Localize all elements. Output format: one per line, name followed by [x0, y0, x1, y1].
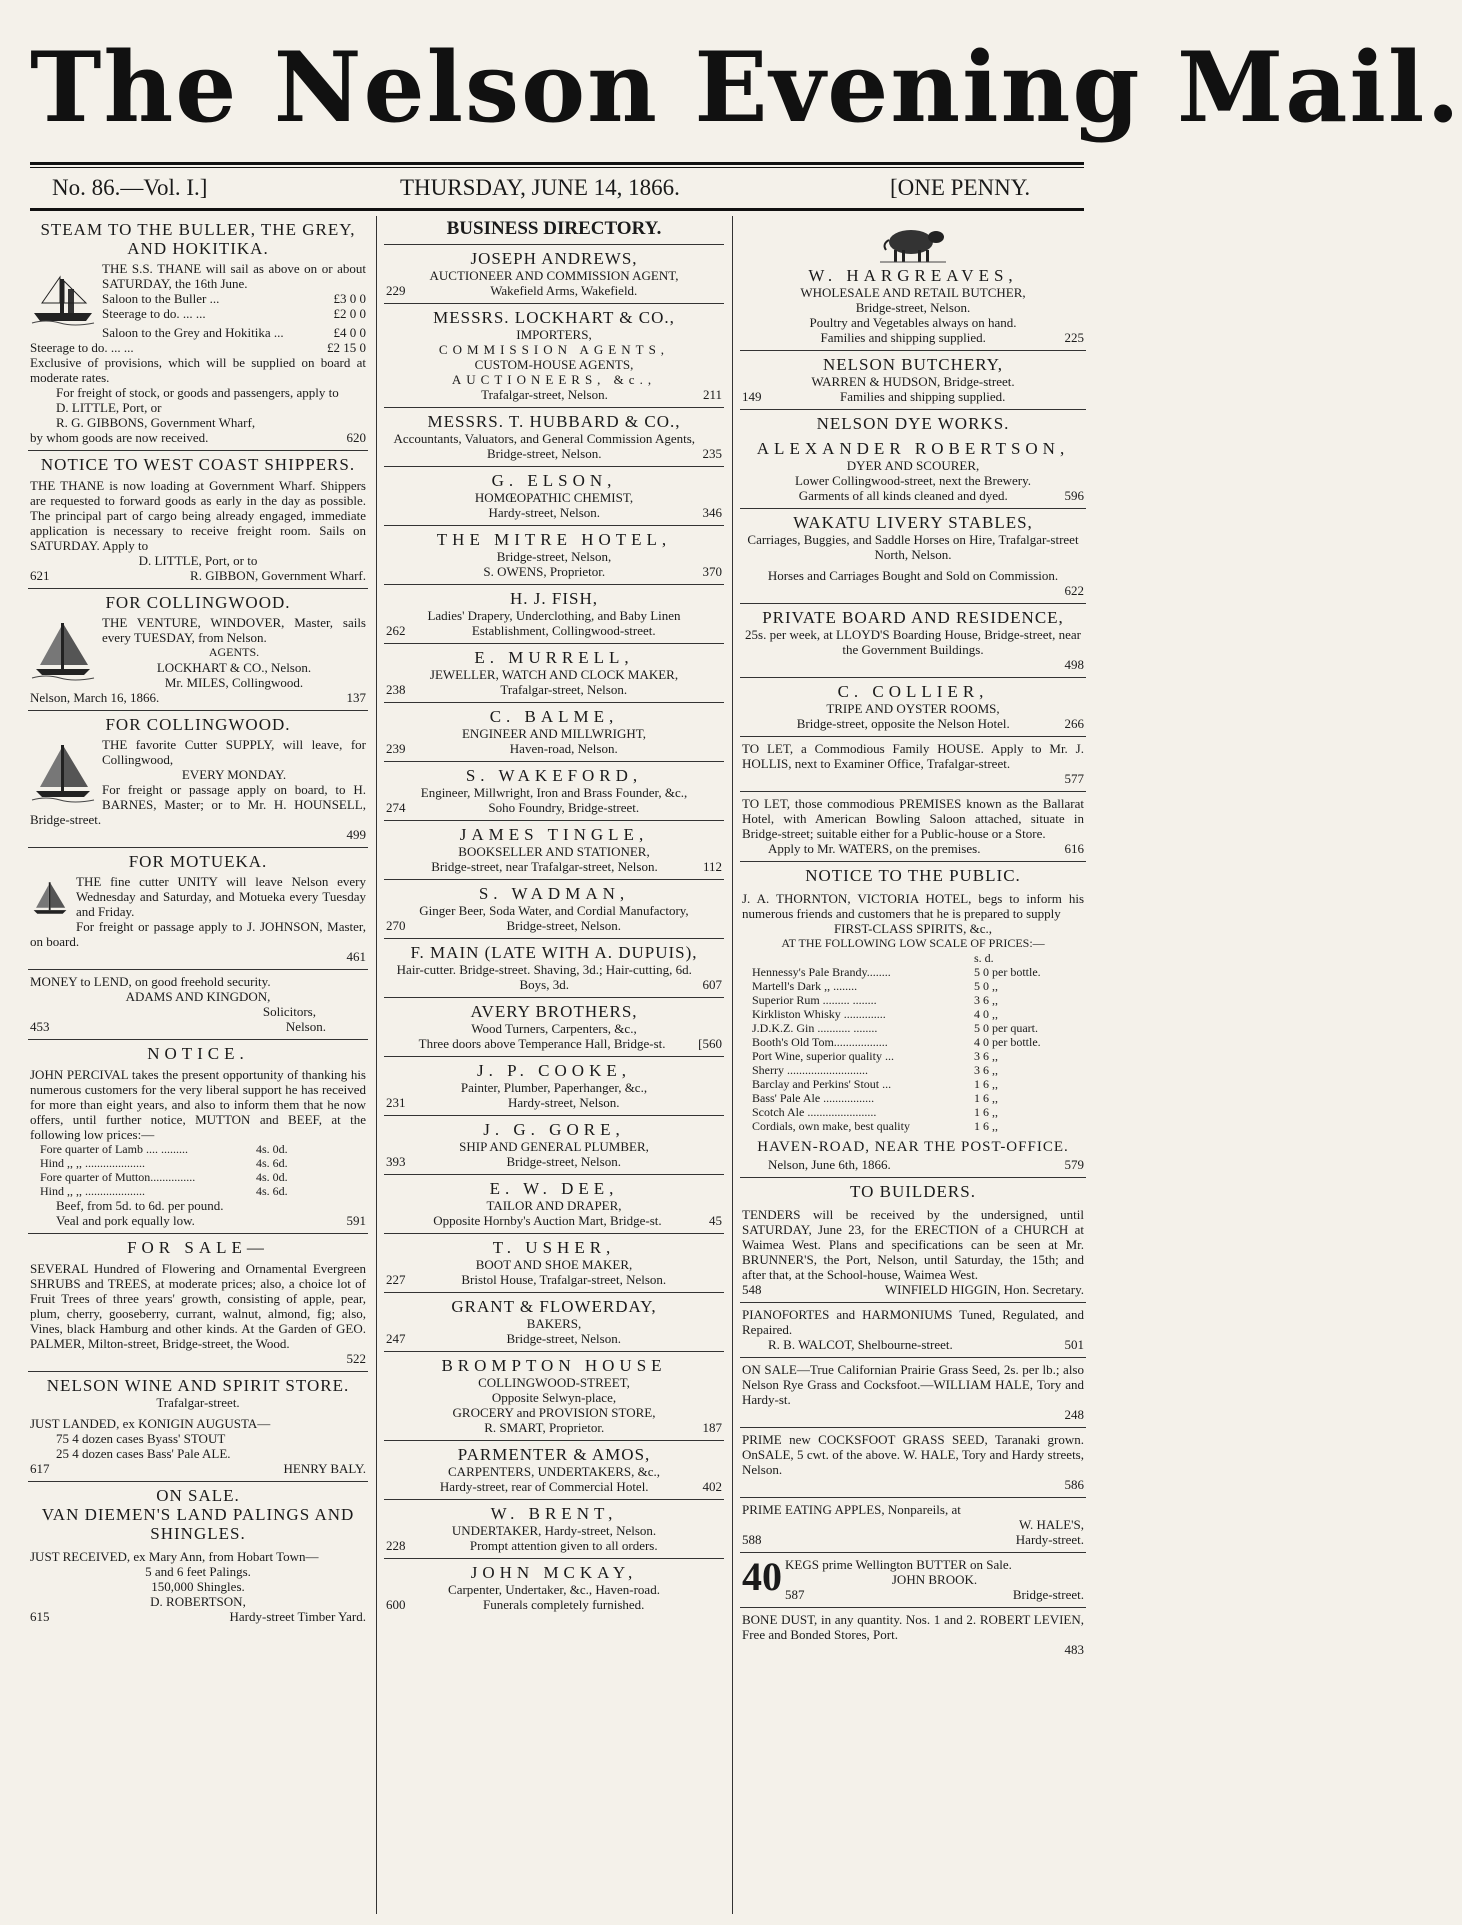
business-name: BROMPTON HOUSE	[441, 1356, 667, 1375]
ad-footer: 588 Hardy-street.	[742, 1532, 1084, 1547]
ad-signature: D. ROBERTSON,	[150, 1594, 246, 1609]
ad-footer: 617 HENRY BALY.	[30, 1461, 366, 1476]
business-name: H. J. FISH,	[510, 589, 598, 608]
ad-body: JUST LANDED, ex KONIGIN AUGUSTA—	[30, 1416, 271, 1431]
business-line: AUCTIONEER AND COMMISSION AGENT,	[429, 268, 679, 283]
ad-signature: JOHN BROOK.	[891, 1572, 978, 1587]
ad-text: 75 4 dozen cases Byass' STOUT	[56, 1431, 226, 1446]
ad-nelson-dye-works	[740, 410, 1086, 509]
business-name: W. HARGREAVES,	[808, 266, 1018, 285]
fare-row: Saloon to the Buller ... £3 0 0	[102, 291, 366, 306]
ad-to-let-premises	[740, 792, 1086, 862]
ad-body: THE fine cutter UNITY will leave Nelson every Wednesday and Saturday, and Motueka every Tuesday and Friday.	[76, 874, 366, 919]
ad-text: Exclusive of provisions, which will be supplied on board at moderate rates.	[30, 355, 366, 385]
directory-item	[384, 408, 724, 467]
business-line: BOOKSELLER AND STATIONER,	[458, 844, 650, 859]
ad-butter-kegs	[740, 1553, 1086, 1608]
section-heading: BUSINESS DIRECTORY.	[446, 218, 662, 239]
dateline	[30, 171, 1084, 205]
price-row: Kirkliston Whisky .............. 4 0 ,,	[752, 1007, 998, 1021]
business-footer: 229 Wakefield Arms, Wakefield.	[386, 283, 638, 298]
directory-item	[384, 821, 724, 880]
ad-text: 150,000 Shingles.	[151, 1579, 245, 1594]
sailboat-icon	[30, 739, 96, 803]
ad-heading: NELSON DYE WORKS.	[816, 414, 1010, 433]
business-footer: Hardy-street, rear of Commercial Hotel. 402	[439, 1479, 722, 1494]
price-row: Sherry ........................... 3 6 ,,	[752, 1063, 998, 1077]
business-footer: 239 Haven-road, Nelson.	[386, 741, 618, 756]
ad-heading: FOR SALE—	[127, 1238, 269, 1257]
ad-wakatu-livery	[740, 509, 1086, 604]
issue-date: THURSDAY, JUNE 14, 1866.	[400, 175, 680, 200]
ad-palings-shingles	[28, 1482, 368, 1629]
business-footer: 247 Bridge-street, Nelson.	[386, 1331, 621, 1346]
ad-signature: D. LITTLE, Port, or to	[138, 553, 258, 568]
ad-signature: D. LITTLE, Port, or	[56, 400, 162, 415]
business-footer: Garments of all kinds cleaned and dyed. 596	[798, 488, 1084, 503]
ad-body: THE S.S. THANE will sail as above on or about SATURDAY, the 16th June.	[102, 261, 366, 291]
ad-text: Beef, from 5d. to 6d. per pound.	[56, 1198, 224, 1213]
column-divider-1	[376, 216, 377, 1914]
ad-number: 498	[1064, 657, 1084, 672]
ad-notice-to-public	[740, 862, 1086, 1178]
directory-item	[384, 1234, 724, 1293]
ad-nelson-butchery	[740, 351, 1086, 410]
directory-item	[384, 1559, 724, 1617]
directory-item	[384, 644, 724, 703]
business-line: WHOLESALE AND RETAIL BUTCHER,	[800, 285, 1026, 300]
ad-number: 586	[1064, 1477, 1084, 1492]
ad-text: For freight or passage apply on board, to H. BARNES, Master; or to Mr. H. HOUNSELL, Bridge-street.	[30, 782, 366, 827]
issue-number: No. 86.—Vol. I.]	[52, 175, 208, 200]
directory-item	[384, 526, 724, 585]
business-footer: 274 Soho Foundry, Bridge-street.	[386, 800, 640, 815]
business-footer: Hair-cutter. Bridge-street. Shaving, 3d.; Hair-cutting, 6d. Boys, 3d. 607	[396, 962, 722, 992]
ad-text: EVERY MONDAY.	[181, 767, 287, 782]
ad-number: 499	[346, 827, 366, 842]
business-footer: Three doors above Temperance Hall, Bridge-st. [560	[418, 1036, 722, 1051]
ad-heading: TO BUILDERS.	[850, 1182, 976, 1201]
directory-item	[384, 304, 724, 408]
business-line: Carriages, Buggies, and Saddle Horses on Hire, Trafalgar-street North, Nelson.	[747, 532, 1079, 562]
business-line: DYER AND SCOURER,	[846, 458, 980, 473]
business-name: G. ELSON,	[491, 471, 617, 490]
business-line: TRIPE AND OYSTER ROOMS,	[826, 701, 1000, 716]
business-footer: 228 Prompt attention given to all orders.	[386, 1538, 658, 1553]
ad-footer: Veal and pork equally low. 591	[56, 1213, 366, 1228]
business-line: BOOT AND SHOE MAKER,	[475, 1257, 633, 1272]
business-name: F. MAIN (LATE WITH A. DUPUIS),	[410, 943, 698, 962]
directory-item	[384, 1175, 724, 1234]
business-name: MESSRS. LOCKHART & CO.,	[433, 308, 675, 327]
business-name: GRANT & FLOWERDAY,	[451, 1297, 657, 1316]
directory-item	[384, 467, 724, 526]
ad-text: FIRST-CLASS SPIRITS, &c.,	[833, 921, 993, 936]
ad-body: PRIME EATING APPLES, Nonpareils, at	[742, 1502, 961, 1517]
ad-heading: NOTICE TO THE PUBLIC.	[805, 866, 1021, 885]
sailboat-icon	[30, 617, 96, 681]
ad-signature: R. G. GIBBONS, Government Wharf,	[56, 415, 256, 430]
business-line: Horses and Carriages Bought and Sold on Commission.	[767, 568, 1059, 583]
price-row: Fore quarter of Mutton............... 4s. 0d.	[40, 1170, 288, 1184]
column-3	[740, 216, 1086, 1914]
business-line: IMPORTERS,	[516, 327, 592, 342]
ad-text: LOCKHART & CO., Nelson.	[156, 660, 312, 675]
column-1	[28, 216, 368, 1914]
price-row: Scotch Ale ....................... 1 6 ,,	[752, 1105, 998, 1119]
dateline-rule	[30, 208, 1084, 211]
business-name: MESSRS. T. HUBBARD & CO.,	[427, 412, 681, 431]
ad-footer: 548 WINFIELD HIGGIN, Hon. Secretary.	[742, 1282, 1084, 1297]
business-name: AVERY BROTHERS,	[470, 1002, 638, 1021]
ad-text: 25 4 dozen cases Bass' Pale ALE.	[56, 1446, 231, 1461]
ad-body: MONEY to LEND, on good freehold security.	[30, 974, 271, 989]
ad-heading: FOR COLLINGWOOD.	[105, 715, 291, 734]
business-name: E. MURRELL,	[474, 648, 634, 667]
ad-footer: by whom goods are now received. 620	[30, 430, 366, 445]
ad-percival-notice	[28, 1040, 368, 1234]
business-footer: 231 Hardy-street, Nelson.	[386, 1095, 620, 1110]
ad-heading: FOR COLLINGWOOD.	[105, 593, 291, 612]
business-line: TAILOR AND DRAPER,	[486, 1198, 622, 1213]
business-line: Painter, Plumber, Paperhanger, &c.,	[460, 1080, 648, 1095]
ad-signature: ADAMS AND KINGDON,	[125, 989, 271, 1004]
masthead-rule-thin	[30, 167, 1084, 168]
business-line: Bridge-street, Nelson.	[855, 300, 971, 315]
fare-row: Steerage to do. ... ... £2 15 0	[30, 340, 366, 355]
business-line: 25s. per week, at LLOYD'S Boarding House, Bridge-street, near the Government Buildings.	[745, 627, 1081, 657]
directory-item	[384, 703, 724, 762]
ad-motueka	[28, 848, 368, 970]
ad-bone-dust	[740, 1608, 1086, 1662]
business-line: WARREN & HUDSON, Bridge-street.	[811, 374, 1015, 389]
ad-body: BONE DUST, in any quantity. Nos. 1 and 2. ROBERT LEVIEN, Free and Bonded Stores, Port.	[742, 1612, 1084, 1642]
ad-body: ON SALE—True Californian Prairie Grass Seed, 2s. per lb.; also Nelson Rye Grass and Cocksfoot.—WILLIAM HALE, Tory and Hardy-st.	[742, 1362, 1084, 1407]
ad-number: 622	[1064, 583, 1084, 598]
business-footer: S. OWENS, Proprietor. 370	[483, 564, 722, 579]
directory-heading	[384, 216, 724, 245]
business-line: Opposite Selwyn-place,	[491, 1390, 617, 1405]
business-line: Engineer, Millwright, Iron and Brass Founder, &c.,	[420, 785, 688, 800]
business-line: Poultry and Vegetables always on hand.	[809, 315, 1017, 330]
business-footer: Bridge-street, near Trafalgar-street, Nelson. 112	[431, 859, 722, 874]
price-row: Bass' Pale Ale ................. 1 6 ,,	[752, 1091, 998, 1105]
ad-footer: R. B. WALCOT, Shelbourne-street. 501	[768, 1337, 1084, 1352]
ad-to-let-house	[740, 737, 1086, 792]
ad-heading: FOR MOTUEKA.	[128, 852, 268, 871]
ad-body: THE favorite Cutter SUPPLY, will leave, for Collingwood,	[102, 737, 366, 767]
ad-body: TENDERS will be received by the undersigned, until SATURDAY, June 23, for the ERECTION of a CHURCH at Waimea West. Plans and specifications can be seen at Mr. BRUNNER'S, the Port, Nelson, until Saturday, the 15th; and after that, at the School-house, Waimea West.	[742, 1207, 1084, 1282]
ad-wine-spirit-store	[28, 1372, 368, 1482]
business-name: THE MITRE HOTEL,	[436, 530, 672, 549]
fare-row: Steerage to do. ... ... £2 0 0	[102, 306, 366, 321]
ad-text: AT THE FOLLOWING LOW SCALE OF PRICES:—	[781, 936, 1045, 950]
business-line: Wood Turners, Carpenters, &c.,	[471, 1021, 637, 1036]
business-name: S. WADMAN,	[478, 884, 630, 903]
ad-text: 5 and 6 feet Palings.	[145, 1564, 251, 1579]
ad-body: J. A. THORNTON, VICTORIA HOTEL, begs to inform his numerous friends and customers that he is prepared to supply	[742, 891, 1084, 921]
business-name: NELSON BUTCHERY,	[822, 355, 1004, 374]
business-name: ALEXANDER ROBERTSON,	[756, 439, 1070, 458]
ad-text: Trafalgar-street.	[156, 1395, 240, 1410]
business-footer: 262 Establishment, Collingwood-street.	[386, 623, 656, 638]
business-footer: 238 Trafalgar-street, Nelson.	[386, 682, 628, 697]
ad-collier-tripe	[740, 678, 1086, 737]
ad-heading: WAKATU LIVERY STABLES,	[793, 513, 1033, 532]
ad-text: For freight or passage apply to J. JOHNSON, Master, on board.	[30, 919, 366, 949]
business-footer: Opposite Hornby's Auction Mart, Bridge-st. 45	[433, 1213, 722, 1228]
business-line: Carpenter, Undertaker, &c., Haven-road.	[448, 1582, 660, 1597]
business-line: Ginger Beer, Soda Water, and Cordial Manufactory,	[419, 903, 689, 918]
ad-heading: PRIVATE BOARD AND RESIDENCE,	[762, 608, 1064, 627]
ad-number: 577	[1064, 771, 1084, 786]
price-row: Fore quarter of Lamb .... ......... 4s. 0d.	[40, 1142, 288, 1156]
business-line: JEWELLER, WATCH AND CLOCK MAKER,	[429, 667, 679, 682]
ad-signature: Solicitors,	[262, 1004, 316, 1019]
ad-body: JUST RECEIVED, ex Mary Ann, from Hobart Town—	[30, 1549, 319, 1564]
directory-item	[384, 1500, 724, 1559]
business-name: J. G. GORE,	[483, 1120, 625, 1139]
business-name: T. USHER,	[492, 1238, 616, 1257]
business-footer: 393 Bridge-street, Nelson.	[386, 1154, 621, 1169]
ad-footer: 621 R. GIBBON, Government Wharf.	[30, 568, 366, 583]
business-name: C. BALME,	[489, 707, 619, 726]
business-name: PARMENTER & AMOS,	[457, 1445, 651, 1464]
ad-supply-collingwood	[28, 711, 368, 848]
ad-footer: Nelson, March 16, 1866. 137	[30, 690, 366, 705]
directory-item	[384, 1441, 724, 1500]
business-name: JOHN MCKAY,	[470, 1563, 638, 1582]
business-footer: 600 Funerals completely furnished.	[386, 1597, 645, 1612]
issue-price: [ONE PENNY.	[890, 175, 1031, 200]
ad-text: For freight of stock, or goods and passengers, apply to	[56, 385, 339, 400]
business-line: CUSTOM-HOUSE AGENTS,	[474, 357, 634, 372]
business-line: COLLINGWOOD-STREET,	[478, 1375, 630, 1390]
ad-eating-apples	[740, 1498, 1086, 1553]
ad-heading: HAVEN-ROAD, NEAR THE POST-OFFICE.	[757, 1139, 1069, 1155]
ad-heading: STEAM TO THE BULLER, THE GREY, AND HOKITIKA.	[40, 220, 356, 258]
business-line: GROCERY and PROVISION STORE,	[452, 1405, 656, 1420]
directory-item	[384, 1116, 724, 1175]
ad-footer: Nelson, June 6th, 1866. 579	[768, 1157, 1084, 1172]
directory-item	[384, 880, 724, 939]
business-line: COMMISSION AGENTS,	[438, 342, 670, 357]
directory-item	[384, 1057, 724, 1116]
business-name: W. BRENT,	[490, 1504, 618, 1523]
business-line: HOMŒOPATHIC CHEMIST,	[474, 490, 634, 505]
directory-item	[384, 762, 724, 821]
business-footer: Bridge-street, opposite the Nelson Hotel. 266	[796, 716, 1084, 731]
price-row: Hind ,, ,, .................... 4s. 6d.	[40, 1156, 288, 1170]
ad-cocksfoot-seed	[740, 1428, 1086, 1498]
masthead-title: The Nelson Evening Mail.	[30, 31, 1462, 144]
price-row: Cordials, own make, best quality 1 6 ,,	[752, 1119, 998, 1133]
business-name: E. W. DEE,	[489, 1179, 619, 1198]
ad-hargreaves-butcher	[740, 216, 1086, 351]
business-footer: Families and shipping supplied. 225	[820, 330, 1084, 345]
business-footer: 227 Bristol House, Trafalgar-street, Nelson.	[386, 1272, 667, 1287]
ad-footer: Apply to Mr. WATERS, on the premises. 616	[768, 841, 1084, 856]
business-footer: Accountants, Valuators, and General Commission Agents, Bridge-street, Nelson. 235	[393, 431, 722, 461]
ad-number: 461	[346, 949, 366, 964]
ad-heading: NELSON WINE AND SPIRIT STORE.	[46, 1376, 350, 1395]
ad-heading: VAN DIEMEN'S LAND PALINGS AND SHINGLES.	[41, 1505, 355, 1543]
price-row: Martell's Dark ,, ........ 5 0 ,,	[752, 979, 998, 993]
price-row: Hind ,, ,, .................... 4s. 6d.	[40, 1184, 288, 1198]
business-line: Ladies' Drapery, Underclothing, and Baby Linen	[427, 608, 681, 623]
price-row: Hennessy's Pale Brandy........ 5 0 per bottle.	[752, 965, 1041, 979]
ad-text: AGENTS.	[208, 645, 260, 659]
ad-number: 248	[1064, 1407, 1084, 1422]
ad-west-coast-shippers	[28, 451, 368, 589]
business-name: S. WAKEFORD,	[465, 766, 643, 785]
ad-body: THE VENTURE, WINDOVER, Master, sails every TUESDAY, from Nelson.	[102, 615, 366, 645]
ad-pianofortes	[740, 1303, 1086, 1358]
ad-body: TO LET, those commodious PREMISES known as the Ballarat Hotel, with American Bowling Saloon attached, situate in Bridge-street; suitable either for a Public-house or a Store.	[742, 796, 1084, 841]
directory-item	[384, 1293, 724, 1352]
ad-number: 483	[1064, 1642, 1084, 1657]
ad-body: THE THANE is now loading at Government Wharf. Shippers are requested to forward goods as early in the day as possible. The principal part of cargo being already engaged, immediate application is necessary to receive freight room. Sails on SATURDAY. Apply to	[30, 478, 366, 553]
directory-item	[384, 939, 724, 998]
business-line: CARPENTERS, UNDERTAKERS, &c.,	[448, 1464, 660, 1479]
ad-heading: NOTICE.	[147, 1044, 249, 1063]
ad-steam-buller	[28, 216, 368, 451]
business-line: AUCTIONEERS, &c.,	[451, 372, 657, 387]
sailboat-icon	[30, 876, 70, 920]
price-row: Barclay and Perkins' Stout ... 1 6 ,,	[752, 1077, 998, 1091]
ad-heading: ON SALE.	[156, 1486, 240, 1505]
ad-money-to-lend	[28, 970, 368, 1040]
ad-footer: 453 Nelson.	[30, 1019, 326, 1034]
ad-private-board	[740, 604, 1086, 678]
price-header: s. d.	[974, 951, 994, 965]
business-footer: 149 Families and shipping supplied.	[742, 389, 1006, 404]
ad-number: 522	[346, 1351, 366, 1366]
business-footer: R. SMART, Proprietor. 187	[484, 1420, 722, 1435]
large-number: 40	[742, 1554, 782, 1599]
ad-body: SEVERAL Hundred of Flowering and Ornamental Evergreen SHRUBS and TREES, at moderate prices; also, a choice lot of Fruit Trees of three years' growth, consisting of apple, pear, plum, cherry, gooseberry, currant, walnut, almond, fig; also, Vines, black Hamburg and other kinds. At the Garden of GEO. PALMER, Milton-street, Bridge-street, the Wood.	[30, 1261, 366, 1351]
price-row: Superior Rum ......... ........ 3 6 ,,	[752, 993, 998, 1007]
sheep-icon	[878, 222, 948, 264]
column-2-business-directory	[384, 216, 724, 1914]
directory-item	[384, 585, 724, 644]
business-line: BAKERS,	[526, 1316, 582, 1331]
business-line: UNDERTAKER, Hardy-street, Nelson.	[451, 1523, 657, 1538]
price-row: Booth's Old Tom.................. 4 0 per bottle.	[752, 1035, 1041, 1049]
business-name: JAMES TINGLE,	[459, 825, 649, 844]
ad-signature: W. HALE'S,	[1018, 1517, 1084, 1532]
ad-body: PIANOFORTES and HARMONIUMS Tuned, Regulated, and Repaired.	[742, 1307, 1084, 1337]
business-name: JOSEPH ANDREWS,	[470, 249, 638, 268]
masthead-rule	[30, 162, 1084, 165]
directory-item	[384, 245, 724, 304]
directory-item	[384, 998, 724, 1057]
business-name: J. P. COOKE,	[477, 1061, 631, 1080]
ad-body: JOHN PERCIVAL takes the present opportunity of thanking his numerous customers for the very liberal support he has received for more than eight years, and also to inform them that he now offers, until further notice, MUTTON and BEEF, at the following low prices:—	[30, 1067, 366, 1142]
directory-item	[384, 1352, 724, 1441]
business-line: ENGINEER AND MILLWRIGHT,	[461, 726, 646, 741]
ad-text: Mr. MILES, Collingwood.	[164, 675, 304, 690]
business-line: Bridge-street, Nelson,	[496, 549, 612, 564]
business-line: SHIP AND GENERAL PLUMBER,	[459, 1139, 649, 1154]
ad-grass-seed	[740, 1358, 1086, 1428]
price-row: Port Wine, superior quality ... 3 6 ,,	[752, 1049, 998, 1063]
ad-to-builders	[740, 1178, 1086, 1303]
business-footer: 270 Bridge-street, Nelson.	[386, 918, 621, 933]
ad-body: PRIME new COCKSFOOT GRASS SEED, Taranaki grown. OnSALE, 5 cwt. of the above. W. HALE, Tory and Hardy streets, Nelson.	[742, 1432, 1084, 1477]
business-name: C. COLLIER,	[837, 682, 989, 701]
column-divider-2	[732, 216, 733, 1914]
ad-body: KEGS prime Wellington BUTTER on Sale.	[785, 1557, 1012, 1572]
fare-row: Saloon to the Grey and Hokitika ... £4 0 0	[102, 325, 366, 340]
ad-for-sale-shrubs	[28, 1234, 368, 1372]
ad-footer: 587 Bridge-street.	[785, 1587, 1084, 1602]
business-footer: Hardy-street, Nelson. 346	[488, 505, 722, 520]
ad-footer: 615 Hardy-street Timber Yard.	[30, 1609, 366, 1624]
price-row: J.D.K.Z. Gin ........... ........ 5 0 per quart.	[752, 1021, 1038, 1035]
business-footer: Trafalgar-street, Nelson. 211	[481, 387, 722, 402]
ad-venture-collingwood	[28, 589, 368, 711]
ad-body: TO LET, a Commodious Family HOUSE. Apply to Mr. J. HOLLIS, next to Examiner Office, Trafalgar-street.	[742, 741, 1084, 771]
steamship-icon	[30, 263, 96, 327]
ad-heading: NOTICE TO WEST COAST SHIPPERS.	[40, 455, 356, 474]
business-line: Lower Collingwood-street, next the Brewery.	[795, 473, 1031, 488]
